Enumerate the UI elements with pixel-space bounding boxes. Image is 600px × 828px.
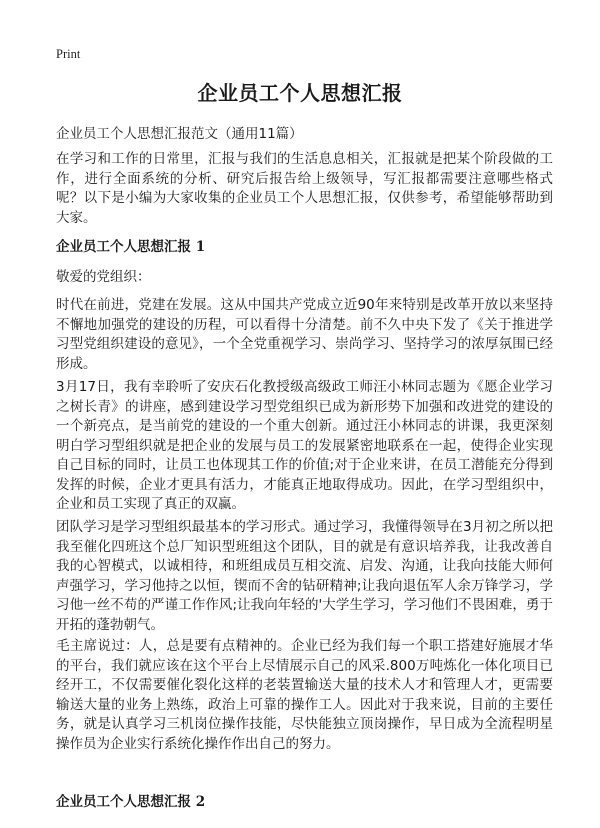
- section-heading-1: 企业员工个人思想汇报 1: [56, 239, 206, 255]
- body-paragraph: 毛主席说过：人，总是要有点精神的。企业已经为我们每一个职工搭建好施展才华的平台，我们就应该在这个平台上尽情展示自己的风采.800万吨炼化一体化项目已经开工，不仅需要催化裂化这样的老装置输送大量的技术人才和管理人才，更需要输送大量的业务上熟练，政治上可靠的操作工人。因此对于我来说，目前的主要任务，就是认真学习三机岗位操作技能，尽快能独立顶岗操作，早日成为全流程明星操作员为企业实行系统化操作作出自己的努力。: [56, 638, 553, 752]
- body-paragraph: 团队学习是学习型组织最基本的学习形式。通过学习，我懂得领导在3月初之所以把我至催化四班这个总厂知识型班组这个团队，目的就是有意识培养我，让我改善自我的心智模式，以诚相待，和班组成员互相交流、启发、沟通，让我向技能大师何声强学习，学习他持之以恒，锲而不舍的钻研精神;让我向退伍军人余万锋学习，学习他一丝不苟的严谨工作作风;让我向年轻的'大学生学习，学习他们不畏困难，勇于开拓的蓬勃朝气。: [56, 519, 553, 633]
- print-link[interactable]: Print: [56, 47, 81, 61]
- document-subtitle: 企业员工个人思想汇报范文（通用11篇）: [56, 126, 303, 142]
- body-paragraph: 时代在前进，党建在发展。这从中国共产党成立近90年来特别是改革开放以来坚持不懈地加强党的建设的历程，可以看得十分清楚。前不久中央下发了《关于推进学习型党组织建设的意见》，一个全党重视学习、崇尚学习、坚持学习的浓厚氛围已经形成。: [56, 297, 553, 372]
- intro-paragraph: 在学习和工作的日常里，汇报与我们的生活息息相关，汇报就是把某个阶段做的工作，进行全面系统的分析、研究后报告给上级领导，写汇报都需要注意哪些格式呢？以下是小编为大家收集的企业员工个人思想汇报，仅供参考，希望能够帮助到大家。: [56, 151, 553, 226]
- page-title: 企业员工个人思想汇报: [197, 81, 403, 105]
- section-heading-2: 企业员工个人思想汇报 2: [56, 794, 206, 810]
- salutation: 敬爱的党组织：: [56, 269, 151, 285]
- body-paragraph: 3月17日，我有幸聆听了安庆石化教授级高级政工师汪小林同志题为《愿企业学习之树长青》的讲座，感到建设学习型党组织已成为新形势下加强和改进党的建设的一个新亮点，是当前党的建设的一个重大创新。通过汪小林同志的讲课，我更深刻明白学习型组织就是把企业的发展与员工的发展紧密地联系在一起，使得企业实现自己目标的同时，让员工也体现其工作的价值;对于企业来讲，在员工潜能充分得到发挥的时候，企业才更具有活力，才能真正地取得成功。因此，在学习型组织中，企业和员工实现了真正的双赢。: [56, 379, 553, 512]
